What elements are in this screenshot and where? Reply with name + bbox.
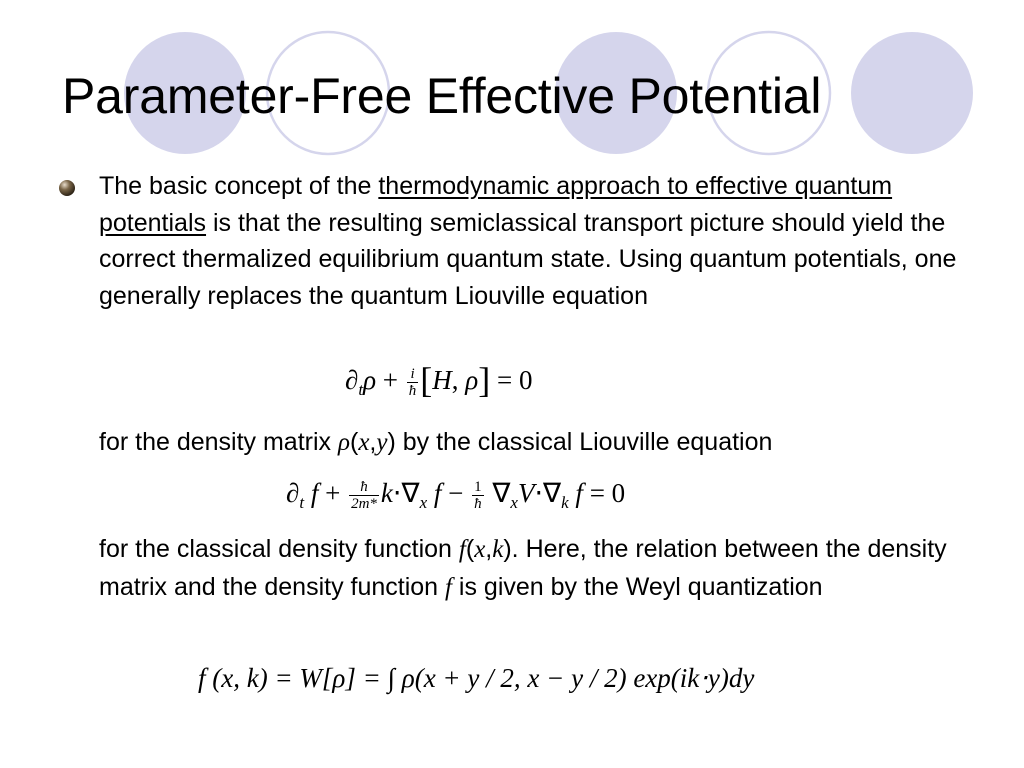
eq1-equals: = 0 <box>497 365 533 395</box>
eq2-k: k <box>380 478 393 508</box>
eq2-f1: f <box>304 478 326 508</box>
p3-f2: f <box>445 573 452 601</box>
eq2-nabla: ∇ <box>492 478 511 508</box>
eq2-frac1-num: ħ <box>349 479 379 496</box>
p2-comma: , <box>369 428 377 456</box>
eq2-frac2-num: 1 <box>474 479 482 496</box>
eq1-open-bracket: [ <box>420 360 433 400</box>
p2-after: ) by the classical Liouville equation <box>387 428 773 456</box>
p3-part1: for the classical density function <box>99 535 459 563</box>
eq2-frac1-den: 2m* <box>351 496 377 513</box>
quantum-liouville-equation <box>345 360 533 401</box>
eq2-f2: f <box>427 478 449 508</box>
paragraph-intro <box>99 168 999 314</box>
eq2-plus: + <box>325 478 341 508</box>
slide-title: Parameter-Free Effective Potential <box>62 68 822 124</box>
eq1-fraction <box>407 366 419 399</box>
eq2-partial: ∂ <box>286 478 300 508</box>
eq1-rho: ρ <box>363 365 377 395</box>
eq1-frac-num: i <box>407 366 419 383</box>
p2-open: ( <box>349 428 359 456</box>
p2-rho: ρ <box>337 429 350 456</box>
weyl-quantization-equation: f (x, k) = W[ρ] = ∫ ρ(x + y / 2, x − y / 2) exp(ik⋅y)dy <box>198 663 755 693</box>
eq2-sub-x2: x <box>510 493 518 512</box>
eq1-H: H <box>432 365 452 395</box>
eq1-sub-t: t <box>358 380 364 399</box>
p2-y: y <box>376 429 388 456</box>
p2-before: for the density matrix <box>99 428 338 456</box>
p3-comma: , <box>485 535 493 563</box>
eq2-glyph2: ⋅∇ <box>534 478 562 508</box>
eq2-V: V <box>517 478 535 508</box>
eq2-minus: − <box>448 478 464 508</box>
eq2-fraction-1 <box>349 479 379 512</box>
eq1-partial: ∂ <box>345 365 359 395</box>
p2-x: x <box>358 429 370 456</box>
paragraph-weyl <box>99 531 999 606</box>
eq2-fraction-2 <box>472 479 484 512</box>
eq2-equals: = 0 <box>589 478 626 508</box>
eq2-glyph1: ⋅∇ <box>392 478 420 508</box>
p3-open: ( <box>465 535 475 563</box>
p3-k: k <box>492 536 504 563</box>
eq2-sub-x1: x <box>419 493 428 512</box>
paragraph-density-matrix <box>99 424 999 462</box>
p3-x: x <box>474 536 486 563</box>
eq1-plus: + <box>382 365 399 395</box>
eq1-close-bracket: ] <box>478 360 491 400</box>
p3-part2: ). Here, the relation between the density matrix and the density function <box>99 535 947 601</box>
classical-liouville-equation <box>286 476 625 514</box>
eq2-sub-k: k <box>561 493 569 512</box>
eq2-frac2-den: ħ <box>474 496 482 513</box>
eq2-sub-t: t <box>299 493 305 512</box>
eq2-f3: f <box>568 478 590 508</box>
thermodynamic-approach-link[interactable]: thermodynamic approach to effective quantum potentials <box>99 172 893 237</box>
eq1-comma: , <box>451 365 466 395</box>
eq1-frac-den: ħ <box>408 383 417 400</box>
bullet-sphere-icon <box>57 178 77 198</box>
p3-part3: is given by the Weyl quantization <box>451 572 823 601</box>
eq1-rho2: ρ <box>465 365 479 395</box>
paragraph-intro-text: The basic concept of the <box>99 172 379 200</box>
decorative-circle-5 <box>851 32 973 154</box>
p3-f: f <box>458 536 466 563</box>
paragraph-intro-rest: is that the resulting semiclassical transport picture should yield the correct thermalized equilibrium quantum state. Using quantum potentials, one generally replaces the quantum Liouville equation <box>99 208 957 310</box>
